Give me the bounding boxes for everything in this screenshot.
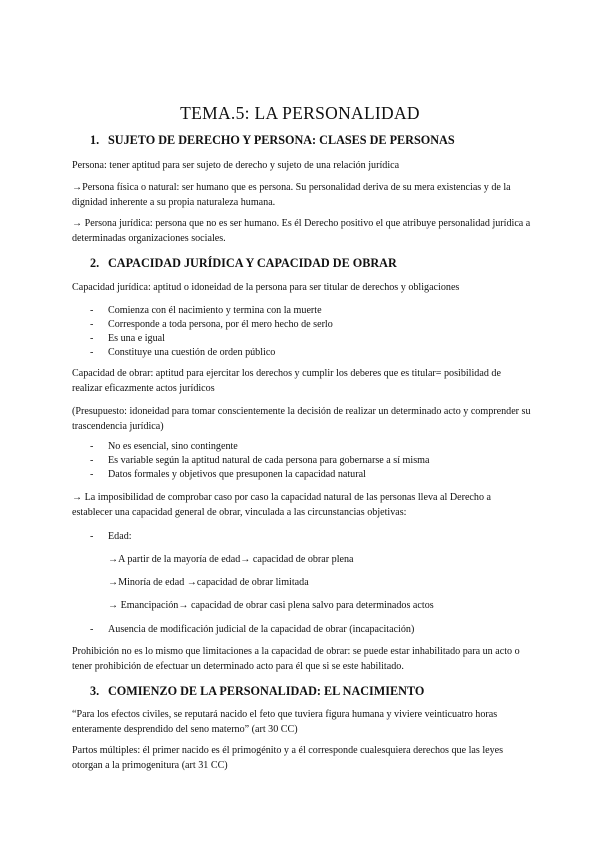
paragraph: → La imposibilidad de comprobar caso por caso la capacidad natural de las personas lleva al Derecho a establecer una capacidad general de obrar, vinculada a las circunstancias objetivas: — [72, 492, 492, 518]
bullet-dash: - — [90, 319, 94, 330]
list-item — [90, 623, 414, 636]
page-title: TEMA.5: LA PERSONALIDAD — [180, 103, 420, 123]
list-item-text: Es variable según la aptitud natural de cada persona para gobernarse a sí misma — [108, 455, 430, 466]
list-item-text: Es una e igual — [108, 333, 165, 344]
section-heading-3 — [90, 684, 424, 699]
list-item-text: Datos formales y objetivos que presuponen la capacidad natural — [108, 469, 366, 480]
paragraph: Capacidad de obrar: aptitud para ejercitar los derechos y cumplir los deberes que es titular= posibilidad de realizar eficazmente actos jurídicos — [72, 368, 501, 394]
list-item — [90, 346, 275, 359]
paragraph: →Persona física o natural: ser humano que es persona. Su personalidad deriva de su mera existencias y de la dignidad inherente a su propia naturaleza humana. — [72, 182, 511, 208]
bullet-dash: - — [90, 531, 94, 542]
section-title: COMIENZO DE LA PERSONALIDAD: EL NACIMIENTO — [108, 684, 425, 698]
list-item — [90, 468, 366, 481]
paragraph: (Presupuesto: idoneidad para tomar conscientemente la decisión de realizar un determinado acto y comprender su trascendencia jurídica) — [72, 406, 531, 432]
section-number: 1. — [90, 133, 100, 147]
bullet-dash: - — [90, 305, 94, 316]
bullet-dash: - — [90, 455, 94, 466]
paragraph: Persona: tener aptitud para ser sujeto de derecho y sujeto de una relación jurídica — [72, 160, 400, 171]
sub-list-item: →A partir de la mayoría de edad→ capacidad de obrar plena — [108, 554, 354, 565]
list-item — [90, 332, 165, 345]
section-title: SUJETO DE DERECHO Y PERSONA: CLASES DE PERSONAS — [108, 133, 455, 147]
list-item-text: Edad: — [108, 531, 132, 542]
list-item — [90, 304, 322, 317]
bullet-dash: - — [90, 624, 94, 635]
paragraph: Partos múltiples: él primer nacido es él primogénito y a él corresponde cualesquiera derechos que las leyes otorgan a la primogenitura (art 31 CC) — [72, 745, 504, 771]
section-number: 2. — [90, 256, 100, 270]
sub-list-item: →Minoría de edad →capacidad de obrar limitada — [108, 577, 309, 588]
list-item — [90, 318, 333, 331]
section-number: 3. — [90, 684, 100, 698]
list-item-text: Corresponde a toda persona, por él mero hecho de serlo — [108, 319, 333, 330]
sub-list-item: → Emancipación→ capacidad de obrar casi plena salvo para determinados actos — [108, 600, 434, 611]
list-item — [90, 454, 429, 467]
section-title: CAPACIDAD JURÍDICA Y CAPACIDAD DE OBRAR — [108, 256, 397, 270]
bullet-dash: - — [90, 441, 94, 452]
list-item-text: Ausencia de modificación judicial de la capacidad de obrar (incapacitación) — [108, 624, 415, 635]
list-item-text: Comienza con él nacimiento y termina con la muerte — [108, 305, 322, 316]
section-heading-1 — [90, 133, 455, 148]
paragraph: “Para los efectos civiles, se reputará nacido el feto que tuviera figura humana y viviere veinticuatro horas enteramente desprendido del seno materno” (art 30 CC) — [72, 709, 498, 735]
paragraph: Capacidad jurídica: aptitud o idoneidad de la persona para ser titular de derechos y obligaciones — [72, 282, 460, 293]
bullet-dash: - — [90, 333, 94, 344]
list-item — [90, 440, 238, 453]
paragraph: → Persona jurídica: persona que no es ser humano. Es él Derecho positivo el que atribuye personalidad jurídica a determinadas organizaciones sociales. — [72, 218, 531, 244]
list-item-text: No es esencial, sino contingente — [108, 441, 238, 452]
section-heading-2 — [90, 256, 397, 271]
paragraph: Prohibición no es lo mismo que limitaciones a la capacidad de obrar: se puede estar inhabilitado para un acto o tener prohibición de efectuar un determinado acto para él que si se este habilitado. — [72, 646, 520, 672]
list-item-text: Constituye una cuestión de orden público — [108, 347, 276, 358]
bullet-dash: - — [90, 347, 94, 358]
bullet-dash: - — [90, 469, 94, 480]
list-item — [90, 530, 132, 543]
